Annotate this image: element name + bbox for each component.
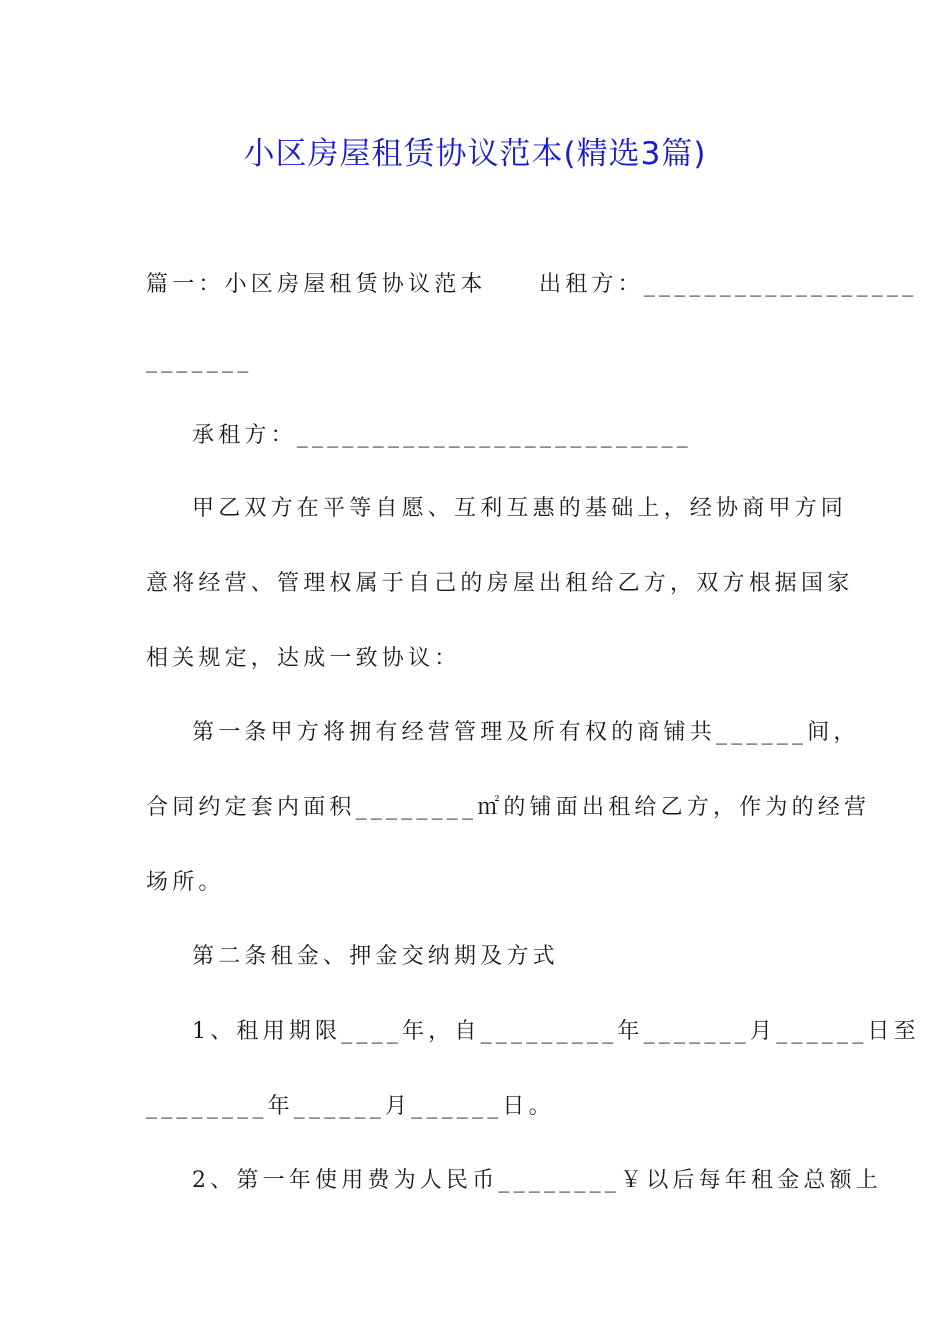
- body-line-2: _______: [146, 348, 253, 373]
- body-line-10: 第二条租金、押金交纳期及方式: [192, 944, 559, 969]
- body-line-11: 1、租用期限____年，自_________年_______月______日至: [192, 1019, 920, 1044]
- body-line-6: 相关规定，达成一致协议：: [146, 646, 461, 671]
- body-line-13: 2、第一年使用费为人民币________￥以后每年租金总额上: [192, 1168, 882, 1193]
- body-line-12: ________年______月______日。: [146, 1094, 555, 1119]
- body-line-9: 场所。: [146, 870, 225, 895]
- body-line-4: 甲乙双方在平等自愿、互利互惠的基础上，经协商甲方同: [192, 496, 848, 521]
- body-line-7: 第一条甲方将拥有经营管理及所有权的商铺共______间，: [192, 720, 860, 745]
- body-line-3: 承租方：__________________________: [192, 423, 693, 448]
- document-title: 小区房屋租赁协议范本(精选3篇): [243, 136, 707, 172]
- body-line-1: 篇一：小区房屋租赁协议范本 出租方：__________________: [146, 272, 918, 297]
- body-line-8: 合同约定套内面积________㎡的铺面出租给乙方，作为的经营: [146, 795, 871, 820]
- body-line-5: 意将经营、管理权属于自己的房屋出租给乙方，双方根据国家: [146, 571, 854, 596]
